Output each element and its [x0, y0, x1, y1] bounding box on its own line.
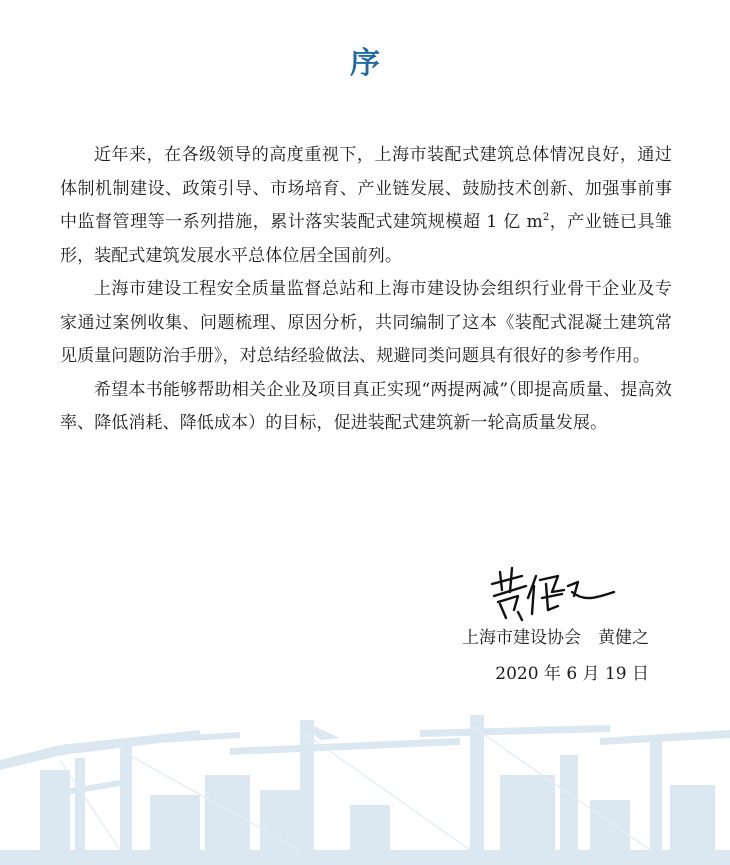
paragraph-2: 上海市建设工程安全质量监督总站和上海市建设协会组织行业骨干企业及专家通过案例收集、问题梳理、原因分析，共同编制了这本《装配式混凝土建筑常见质量问题防治手册》，对总结经验做法、规避同类问题具有很好的参考作用。 — [60, 279, 672, 366]
page-title: 序 — [350, 46, 380, 81]
superscript-2: 2 — [542, 212, 550, 223]
preface-body — [60, 139, 672, 441]
signatory-line: 上海市建设协会 黄健之 — [462, 628, 649, 648]
handwritten-signature — [488, 562, 618, 622]
paragraph-1-text: 近年来，在各级领导的高度重视下，上海市装配式建筑总体情况良好，通过体制机制建设、政策引导、市场培育、产业链发展、鼓励技术创新、加强事前事中监督管理等一系列措施，累计落实装配式建筑规模超 1 亿 m — [60, 145, 672, 232]
paragraph-3: 希望本书能够帮助相关企业及项目真正实现“两提两减”（即提高质量、提高效率、降低消耗、降低成本）的目标，促进装配式建筑新一轮高质量发展。 — [60, 379, 672, 433]
paragraph-1-text-end: ，产业链已具雏形，装配式建筑发展水平总体位居全国前列。 — [60, 212, 672, 266]
construction-skyline-watermark — [0, 700, 730, 865]
signature-date: 2020 年 6 月 19 日 — [495, 664, 649, 684]
paragraph-1 — [60, 139, 672, 273]
